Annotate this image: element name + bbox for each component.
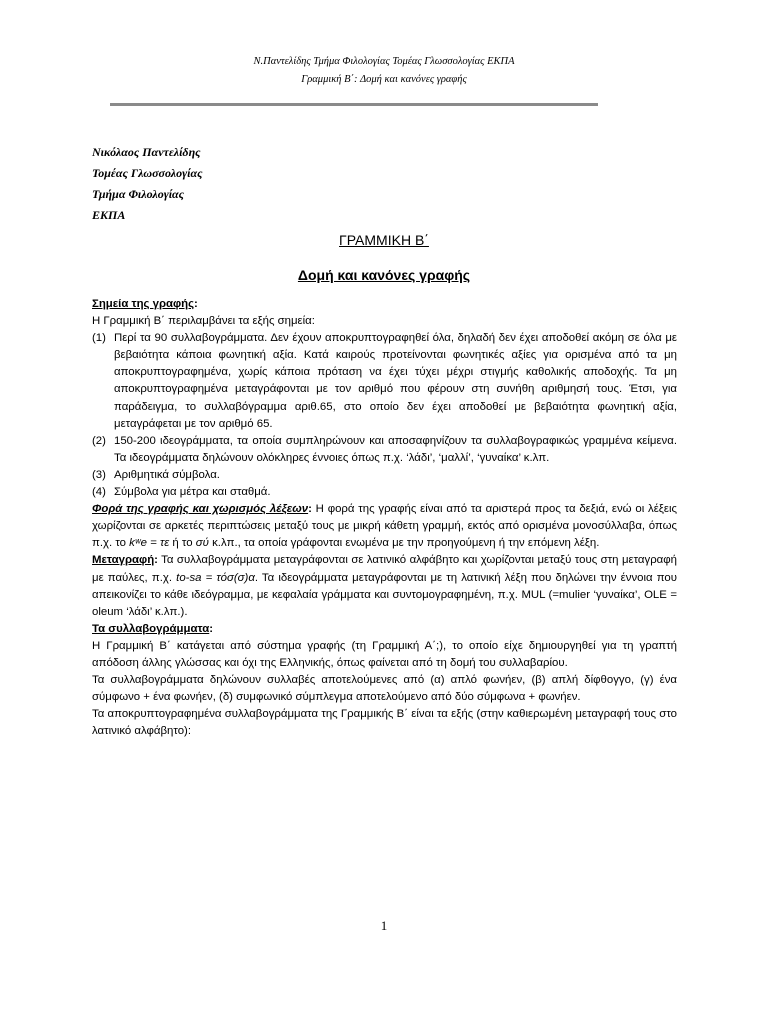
- running-header-line-1: Ν.Παντελίδης Τμήμα Φιλολογίας Τομέας Γλωσσολογίας ΕΚΠΑ: [253, 56, 515, 67]
- transcription-example: to-sa = τόσ(σ)α: [176, 571, 255, 584]
- list-item-number: (2): [92, 434, 106, 447]
- syllabograms-paragraph-3: Τα αποκρυπτογραφημένα συλλαβογράμματα της Γραμμικής Β΄ είναι τα εξής (στην καθιερωμένη μεταγραφή τους στο λατινικό αλφάβητο):: [92, 708, 677, 738]
- running-header-line-2: Γραμμική Β΄: Δομή και κανόνες γραφής: [301, 74, 467, 85]
- document-title: ΓΡΑΜΜΙΚΗ Β΄: [339, 232, 429, 248]
- transcription-heading: Μεταγραφή: [92, 554, 155, 567]
- author-department: Τμήμα Φιλολογίας: [92, 187, 185, 201]
- list-item-number: (3): [92, 468, 106, 481]
- document-subtitle: Δομή και κανόνες γραφής: [297, 267, 471, 283]
- transcription-heading-colon: :: [154, 554, 158, 567]
- direction-heading-colon: :: [308, 503, 312, 516]
- list-item-number: (1): [92, 332, 106, 345]
- signs-heading-line: [92, 296, 677, 313]
- author-university: ΕΚΠΑ: [92, 208, 126, 222]
- direction-text-3: κ.λπ., τα οποία γράφονται ενωμένα με την προηγούμενη ή την επόμενη λέξη.: [208, 537, 600, 550]
- page-number: 1: [380, 918, 388, 933]
- list-item-text: Αριθμητικά σύμβολα.: [114, 468, 220, 481]
- transcription-paragraph: [92, 552, 677, 620]
- direction-text-2: ή το: [169, 537, 196, 550]
- direction-example-1: kʷe = τε: [129, 537, 170, 550]
- list-item-text: Σύμβολα για μέτρα και σταθμά.: [114, 486, 271, 499]
- list-item: [92, 330, 677, 433]
- header-rule: [110, 103, 598, 106]
- syllabograms-paragraph-1: Η Γραμμική Β΄ κατάγεται από σύστημα γραφής (τη Γραμμική Α΄;), το οποίο είχε δημιουργηθεί για τη γραπτή απόδοση άλλης γλώσσας και όχι της Ελληνικής, όπως φαίνεται από τη δομή του συλλαβαρίου.: [92, 639, 677, 669]
- syllabograms-heading-line: [92, 621, 677, 638]
- list-item-number: (4): [92, 486, 106, 499]
- document-body: [92, 296, 677, 740]
- signs-heading: Σημεία της γραφής: [92, 298, 195, 310]
- direction-paragraph: [92, 501, 677, 552]
- direction-heading: Φορά της γραφής και χωρισμός λέξεων: [92, 503, 309, 516]
- list-item: [92, 467, 677, 484]
- direction-example-2: σύ: [195, 537, 209, 550]
- transcription-text-1: Τα συλλαβογράμματα μεταγράφονται σε λατινικό αλφάβητο και χωρίζονται μεταξύ τους στη μεταγραφή με παύλες, π.χ.: [92, 554, 677, 584]
- list-item-text: 150-200 ιδεογράμματα, τα οποία συμπληρώνουν και αποσαφηνίζουν τα συλλαβογραφικώς γραμμένα κείμενα. Τα ιδεογράμματα δηλώνουν ολόκληρες έννοιες όπως π.χ. ‘λάδι’, ‘μαλλί’, ‘γυναίκα’ κ.λπ.: [114, 434, 677, 464]
- direction-text-1: Η φορά της γραφής είναι από τα αριστερά προς τα δεξιά, ενώ οι λέξεις χωρίζονται σε αρκετές περιπτώσεις μεταξύ τους με μικρή κάθετη γραμμή, εκτός από ορισμένα μονοσύλλαβα, όπως π.χ. το: [92, 503, 677, 550]
- syllabograms-heading-colon: :: [209, 622, 214, 635]
- signs-intro: Η Γραμμική Β΄ περιλαμβάνει τα εξής σημεία:: [92, 315, 315, 328]
- author-name: Νικόλαος Παντελίδης: [92, 145, 201, 159]
- signs-heading-colon: :: [194, 298, 198, 310]
- list-item: [92, 484, 677, 501]
- syllabograms-paragraph-2: Τα συλλαβογράμματα δηλώνουν συλλαβές αποτελούμενες από (α) απλό φωνήεν, (β) απλή δίφθογγο, (γ) ένα σύμφωνο + ένα φωνήεν, (δ) συμφωνικό σύμπλεγμα αποτελούμενο από δύο σύμφωνα + φωνήεν.: [92, 674, 677, 704]
- transcription-text-2: . Τα ιδεογράμματα μεταγράφονται με τη λατινική λέξη που δηλώνει την έννοια που απεικονίζει το κάθε ιδεόγραμμα, με κεφαλαία γράμματα και συντομογραφημένη, π.χ. MUL (=mulier ‘γυναίκα’, OLE = oleum ‘λάδι’ κ.λπ.).: [92, 571, 677, 618]
- author-sector: Τομέας Γλωσσολογίας: [92, 166, 203, 180]
- syllabograms-heading: Τα συλλαβογράμματα: [92, 622, 210, 635]
- list-item-text: Περί τα 90 συλλαβογράμματα. Δεν έχουν αποκρυπτογραφηθεί όλα, δηλαδή δεν έχει αποδοθεί ακόμη σε όλα με βεβαιότητα κάποια φωνητική αξία. Κατά καιρούς προτείνονται φωνητικές αξίες για ορισμένα από τα μη αποκρυπτογραφημένα, χωρίς κάποια πρόταση να έχει τύχει μέχρι στιγμής καθολικής αποδοχής. Τα μη αποκρυπτογραφημένα μεταγράφονται με τον αριθμό που φέρουν στη συνήθη αριθμησή τους. Έτσι, για παράδειγμα, το συλλαβόγραμμα αριθ.65, στο οποίο δεν έχει αποδοθεί με βεβαιότητα φωνητική αξία, μεταγράφεται με τον αριθμό 65.: [114, 332, 677, 430]
- list-item: [92, 433, 677, 467]
